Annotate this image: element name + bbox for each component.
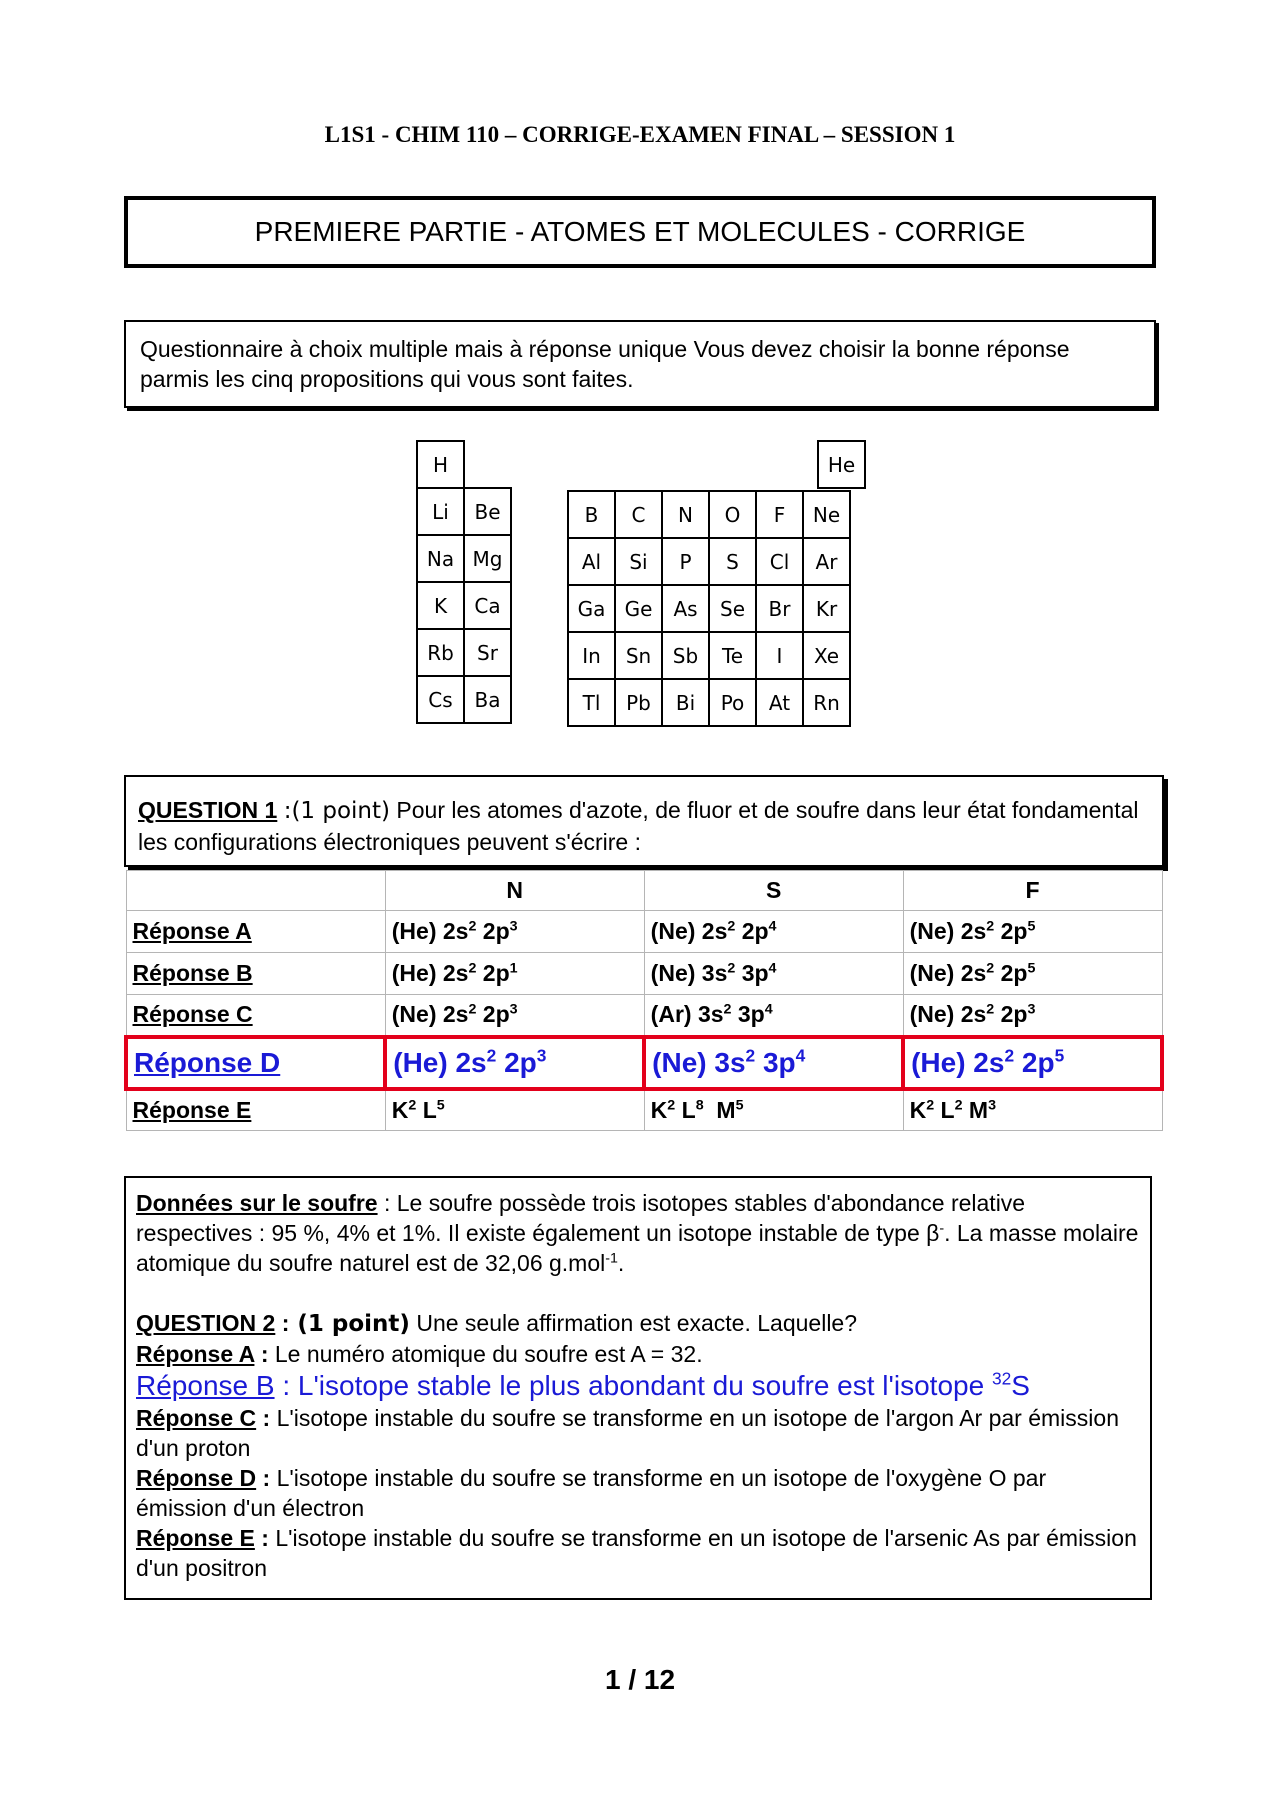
column-header: F <box>903 871 1162 911</box>
element-cell: Sr <box>464 629 511 676</box>
answer-label: Réponse C <box>126 995 385 1037</box>
config-cell: (He) $2s^2$ $2p^3$ <box>385 911 644 953</box>
element-cell: B <box>568 491 615 538</box>
element-cell: Ne <box>803 491 850 538</box>
answer-label: Réponse D <box>126 1037 385 1089</box>
element-cell: He <box>818 441 865 488</box>
sulfur-data-paragraph: Données sur le soufre : Le soufre possède trois isotopes stables d'abondance relative respectives : 95 %, 4% et 1%. Il existe également un isotope instable de type β-. La masse molaire atomique du soufre naturel est de 32,06 g.mol$^{-1}$. <box>136 1190 1139 1276</box>
q2-answer-c[interactable]: Réponse C : L'isotope instable du soufre se transforme en un isotope de l'argon Ar par émission d'un proton <box>136 1405 1119 1461</box>
element-cell: I <box>756 632 803 679</box>
element-cell: Be <box>464 488 511 535</box>
element-cell: Bi <box>662 679 709 726</box>
answer-row-c[interactable] <box>126 995 1162 1037</box>
element-cell: At <box>756 679 803 726</box>
question-1-box <box>124 775 1164 867</box>
column-header: N <box>385 871 644 911</box>
element-cell: Mg <box>464 535 511 582</box>
element-cell: Cs <box>417 676 464 723</box>
config-cell: (Ne) $2s^2$ $2p^5$ <box>903 953 1162 995</box>
element-cell: Sn <box>615 632 662 679</box>
question-2-prompt: QUESTION 2 : (1 point) Une seule affirmation est exacte. Laquelle? <box>136 1310 858 1337</box>
page-number: 1 / 12 <box>604 1664 676 1695</box>
element-cell: Li <box>417 488 464 535</box>
answer-row-e[interactable] <box>126 1089 1162 1131</box>
element-cell: S <box>709 538 756 585</box>
element-cell: Tl <box>568 679 615 726</box>
element-cell: Br <box>756 585 803 632</box>
config-cell: (Ne) $2s^2$ $2p^3$ <box>385 995 644 1037</box>
config-cell: (Ne) $2s^2$ $2p^5$ <box>903 911 1162 953</box>
periodic-table-left <box>416 440 512 724</box>
part-title: PREMIERE PARTIE - ATOMES ET MOLECULES - CORRIGE <box>124 196 1156 268</box>
answer-row-a[interactable] <box>126 911 1162 953</box>
config-cell: $K^2$ $L^5$ <box>385 1089 644 1131</box>
element-cell: Po <box>709 679 756 726</box>
element-cell: Ga <box>568 585 615 632</box>
config-cell: (He) $2s^2$ $2p^3$ <box>385 1037 644 1089</box>
config-cell: (He) $2s^2$ $2p^5$ <box>903 1037 1162 1089</box>
q2-answer-b-correct[interactable]: Réponse B : L'isotope stable le plus abondant du soufre est l'isotope $^{32}$S <box>136 1368 1030 1401</box>
instructions-box: Questionnaire à choix multiple mais à réponse unique Vous devez choisir la bonne réponse parmis les cinq propositions qui vous sont faites. <box>124 320 1156 408</box>
q2-answer-d[interactable]: Réponse D : L'isotope instable du soufre se transforme en un isotope de l'oxygène O par émission d'un électron <box>136 1465 1047 1521</box>
config-cell: (Ar) $3s^2$ $3p^4$ <box>644 995 903 1037</box>
question-2-box <box>124 1176 1152 1600</box>
element-cell: As <box>662 585 709 632</box>
sulfur-data-label: Données sur le soufre <box>136 1190 378 1216</box>
answer-label: Réponse E <box>126 1089 385 1131</box>
config-cell: $K^2$ $L^2$ $M^3$ <box>903 1089 1162 1131</box>
question-2-label: QUESTION 2 <box>136 1310 276 1336</box>
table-header-row <box>126 871 1162 911</box>
element-cell: K <box>417 582 464 629</box>
column-header: S <box>644 871 903 911</box>
element-cell: Ar <box>803 538 850 585</box>
element-cell: Al <box>568 538 615 585</box>
document-header: L1S1 - CHIM 110 – CORRIGE-EXAMEN FINAL – SESSION 1 <box>324 122 956 147</box>
element-cell: N <box>662 491 709 538</box>
question-1-label: QUESTION 1 <box>138 797 278 823</box>
element-cell: Kr <box>803 585 850 632</box>
answer-row-b[interactable] <box>126 953 1162 995</box>
config-cell: (Ne) $2s^2$ $2p^3$ <box>903 995 1162 1037</box>
element-cell: Rn <box>803 679 850 726</box>
element-cell: In <box>568 632 615 679</box>
config-cell: $K^2$ $L^8$ $M^5$ <box>644 1089 903 1131</box>
element-cell: Pb <box>615 679 662 726</box>
config-cell: (He) $2s^2$ $2p^1$ <box>385 953 644 995</box>
element-cell: Sb <box>662 632 709 679</box>
periodic-table-helium <box>817 440 866 489</box>
q2-answer-e[interactable]: Réponse E : L'isotope instable du soufre se transforme en un isotope de l'arsenic As par émission d'un positron <box>136 1525 1137 1581</box>
q2-answer-a[interactable]: Réponse A : Le numéro atomique du soufre est A = 32. <box>136 1341 703 1367</box>
element-cell: Te <box>709 632 756 679</box>
question-1-table <box>124 870 1164 1131</box>
element-cell: C <box>615 491 662 538</box>
answer-label: Réponse A <box>126 911 385 953</box>
element-cell: Ca <box>464 582 511 629</box>
element-cell: Rb <box>417 629 464 676</box>
element-cell: Na <box>417 535 464 582</box>
element-cell: Ba <box>464 676 511 723</box>
element-cell: F <box>756 491 803 538</box>
element-cell: P <box>662 538 709 585</box>
element-cell: Se <box>709 585 756 632</box>
element-cell: H <box>417 441 464 488</box>
config-cell: (Ne) $3s^2$ $3p^4$ <box>644 953 903 995</box>
element-cell: Ge <box>615 585 662 632</box>
question-2-points: (1 point) <box>289 1311 410 1337</box>
periodic-table-right <box>567 490 851 727</box>
element-cell: Xe <box>803 632 850 679</box>
answer-row-d-correct[interactable] <box>126 1037 1162 1089</box>
element-cell: Si <box>615 538 662 585</box>
config-cell: (Ne) $2s^2$ $2p^4$ <box>644 911 903 953</box>
config-cell: (Ne) $3s^2$ $3p^4$ <box>644 1037 903 1089</box>
question-1-points: :(1 point) <box>283 798 390 824</box>
element-cell: Cl <box>756 538 803 585</box>
element-cell: O <box>709 491 756 538</box>
answer-label: Réponse B <box>126 953 385 995</box>
question-1-text: Pour les atomes d'azote, de fluor et de soufre dans leur état fondamental les configurations électroniques peuvent s'écrire : <box>138 797 1139 855</box>
